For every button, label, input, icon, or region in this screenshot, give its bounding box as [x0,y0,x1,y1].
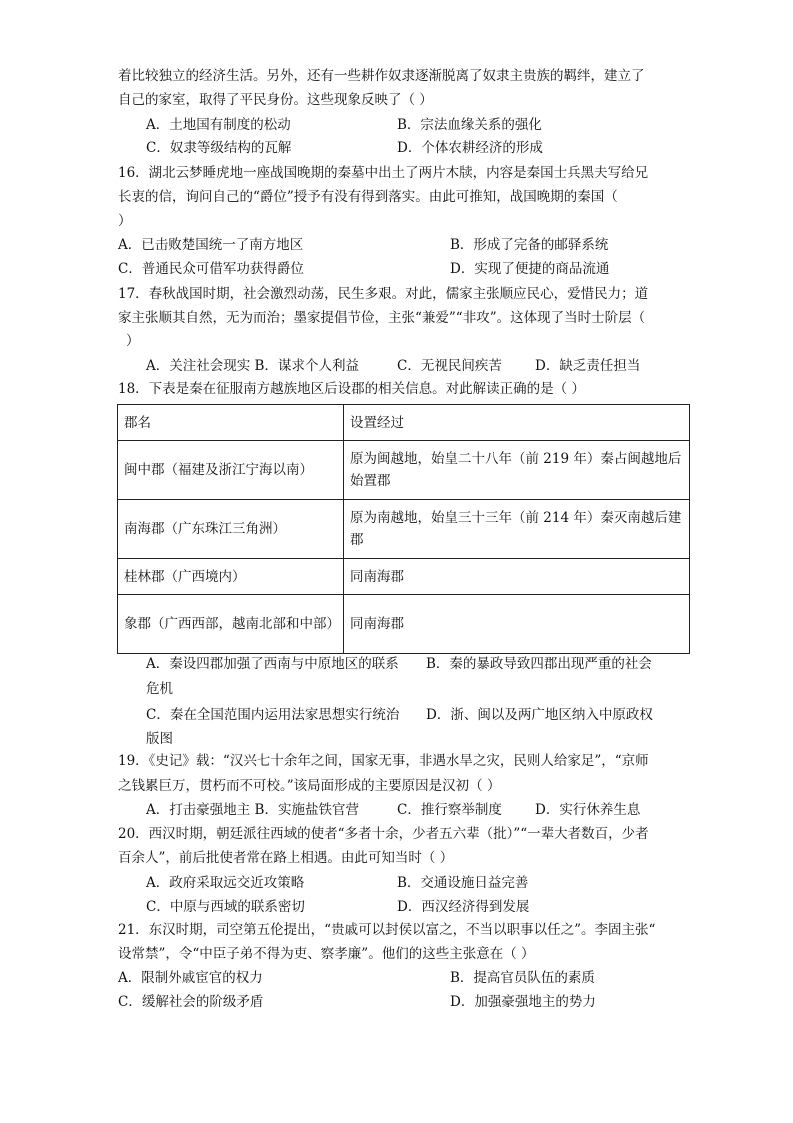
table-row [118,500,690,559]
commandery-table [117,404,690,654]
question-20-option-a[interactable]: A．政府采取远交近攻策略 [146,875,305,891]
question-17-option-c[interactable]: C．无视民间疾苦 [397,358,502,374]
question-18-option-a[interactable]: A．秦设四郡加强了西南与中原地区的联系 [146,656,399,672]
question-21-option-c[interactable]: C．缓解社会的阶级矛盾 [118,994,264,1010]
question-17-option-ab[interactable]: A．关注社会现实 B．谋求个人利益 [146,358,359,374]
question-16-option-a[interactable]: A．已击败楚国统一了南方地区 [118,237,304,253]
question-17-option-d[interactable]: D．缺乏责任担当 [535,358,641,374]
question-16-stem-line: 长衷的信，询问自己的“爵位”授予有没有得到落实。由此可推知，战国晚期的秦国（ [118,189,618,205]
question-19-option-ab[interactable]: A．打击豪强地主 B．实施盐铁官营 [146,802,359,818]
table-cell: 桂林郡（广西境内） [118,559,344,595]
question-19-option-c[interactable]: C．推行察举制度 [397,802,502,818]
question-18-option-c[interactable]: C．秦在全国范围内运用法家思想实行统治 [146,707,400,723]
question-20-stem-line: 20．西汉时期，朝廷派往西域的使者“多者十余，少者五六辈（批）”“一辈大者数百，少者 [118,826,649,842]
question-16-option-d[interactable]: D．实现了便捷的商品流通 [450,261,610,277]
question-20-option-d[interactable]: D．西汉经济得到发展 [397,899,530,915]
question-16-stem-line: ） [118,213,132,229]
table-cell: 同南海郡 [344,595,690,654]
question-20-option-b[interactable]: B．交通设施日益完善 [397,875,529,891]
table-header-row [118,405,690,441]
table-cell: 原为南越地，始皇三十三年（前 214 年）秦灭南越后建郡 [344,500,690,559]
question-21-option-a[interactable]: A．限制外戚宦官的权力 [118,970,263,986]
question-15-text-line: 着比较独立的经济生活。另外，还有一些耕作奴隶逐渐脱离了奴隶主贵族的羁绊，建立了 [118,68,645,84]
question-21-stem-line: 设常禁”，令“中臣子弟不得为吏、察孝廉”。他们的这些主张意在（ ） [118,946,535,962]
question-15-text-line: 自己的家室，取得了平民身份。这些现象反映了（ ） [118,92,433,108]
question-16-option-b[interactable]: B．形成了完备的邮驿系统 [450,237,609,253]
table-cell: 闽中郡（福建及浙江宁海以南） [118,441,344,500]
question-20-stem-line: 百余人”，前后批使者常在路上相遇。由此可知当时（ ） [118,850,454,866]
table-cell: 原为闽越地，始皇二十八年（前 219 年）秦占闽越地后始置郡 [344,441,690,500]
table-row [118,595,690,654]
question-18-stem: 18．下表是秦在征服南方越族地区后设郡的相关信息。对此解读正确的是（ ） [118,381,585,397]
question-18-option-d[interactable]: D．浙、闽以及两广地区纳入中原政权 [426,707,653,723]
question-15-option-b[interactable]: B．宗法血缘关系的强化 [397,117,542,133]
table-header-cell: 郡名 [118,405,344,441]
question-16-stem-line: 16．湖北云梦睡虎地一座战国晚期的秦墓中出土了两片木牍，内容是秦国士兵黑夫写给兄 [118,165,649,181]
question-19-option-d[interactable]: D．实行休养生息 [535,802,641,818]
question-17-stem-line: 家主张顺其自然，无为而治；墨家提倡节俭，主张“兼爱”“非攻”。这体现了当时士阶层（ [118,310,646,326]
question-15-option-c[interactable]: C．奴隶等级结构的瓦解 [146,140,292,156]
question-17-stem-line: 17．春秋战国时期，社会激烈动荡，民生多艰。对此，儒家主张顺应民心，爱惜民力；道 [118,286,649,302]
question-16-option-c[interactable]: C．普通民众可借军功获得爵位 [118,261,304,277]
question-19-stem-line: 19．《史记》载：“汉兴七十余年之间，国家无事，非遇水旱之灾，民则人给家足”，“京师 [118,753,649,769]
question-18-option-d-cont: 版图 [146,731,173,747]
table-cell: 南海郡（广东珠江三角洲） [118,500,344,559]
table-header-cell: 设置经过 [344,405,690,441]
question-21-option-d[interactable]: D．加强豪强地主的势力 [450,994,596,1010]
question-18-option-b-cont: 危机 [146,681,173,697]
question-17-stem-line: ） [126,333,140,349]
table-cell: 象郡（广西西部，越南北部和中部） [118,595,344,654]
table-cell: 同南海郡 [344,559,690,595]
question-18-option-b[interactable]: B．秦的暴政导致四郡出现严重的社会 [426,656,652,672]
question-20-option-c[interactable]: C．中原与西域的联系密切 [146,899,305,915]
table-row [118,559,690,595]
question-21-option-b[interactable]: B．提高官员队伍的素质 [450,970,595,986]
question-15-option-a[interactable]: A．土地国有制度的松动 [146,117,291,133]
question-19-stem-line: 之钱累巨万，贯朽而不可校。”该局面形成的主要原因是汉初（ ） [118,778,501,794]
table-row [118,441,690,500]
question-15-option-d[interactable]: D．个体农耕经济的形成 [397,140,543,156]
question-21-stem-line: 21．东汉时期，司空第五伦提出，“贵戚可以封侯以富之，不当以职事以任之”。李固主张“ [118,922,656,938]
